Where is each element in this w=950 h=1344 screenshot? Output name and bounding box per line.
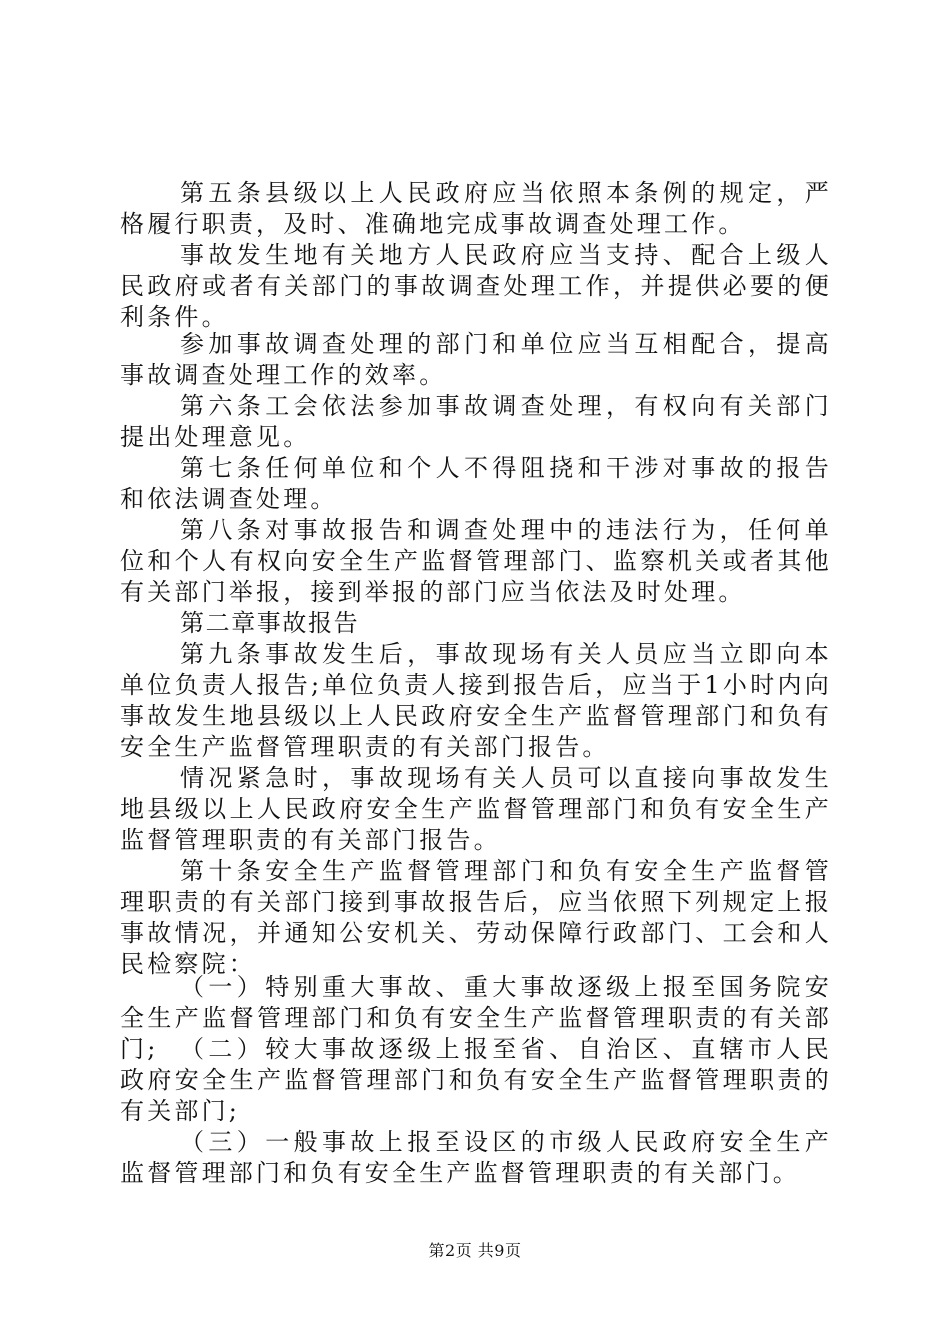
item-2-paragraph: （二）较大事故逐级上报至省、自治区、直辖市人民政府安全生产监督管理部门和负有安全生产监督管理职责的有关部门; — [120, 1035, 832, 1125]
cooperation-paragraph: 参加事故调查处理的部门和单位应当互相配合，提高事故调查处理工作的效率。 — [120, 330, 832, 389]
article-9-paragraph: 第九条事故发生后，事故现场有关人员应当立即向本单位负责人报告;单位负责人接到报告后，应当于1小时内向事故发生地县级以上人民政府安全生产监督管理部门和负有安全生产监督管理职责的有关部门报告。 — [120, 640, 832, 761]
article-6-paragraph: 第六条工会依法参加事故调查处理，有权向有关部门提出处理意见。 — [120, 392, 832, 451]
article-5-paragraph: 第五条县级以上人民政府应当依照本条例的规定，严格履行职责，及时、准确地完成事故调查处理工作。 — [120, 179, 832, 238]
local-government-support-paragraph: 事故发生地有关地方人民政府应当支持、配合上级人民政府或者有关部门的事故调查处理工作，并提供必要的便利条件。 — [120, 241, 832, 331]
item-3-paragraph: （三）一般事故上报至设区的市级人民政府安全生产监督管理部门和负有安全生产监督管理职责的有关部门。 — [120, 1128, 832, 1187]
article-7-paragraph: 第七条任何单位和个人不得阻挠和干涉对事故的报告和依法调查处理。 — [120, 454, 832, 513]
item-1-paragraph: （一）特别重大事故、重大事故逐级上报至国务院安全生产监督管理部门和负有安全生产监督管理职责的有关部门; — [120, 973, 832, 1063]
chapter-2-heading: 第二章事故报告 — [180, 609, 360, 637]
emergency-report-paragraph: 情况紧急时，事故现场有关人员可以直接向事故发生地县级以上人民政府安全生产监督管理部门和负有安全生产监督管理职责的有关部门报告。 — [120, 764, 832, 854]
article-8-paragraph: 第八条对事故报告和调查处理中的违法行为，任何单位和个人有权向安全生产监督管理部门、监察机关或者其他有关部门举报，接到举报的部门应当依法及时处理。 — [120, 516, 832, 606]
page-number-footer: 第2页 共9页 — [428, 1241, 522, 1260]
article-10-paragraph: 第十条安全生产监督管理部门和负有安全生产监督管理职责的有关部门接到事故报告后，应当依照下列规定上报事故情况，并通知公安机关、劳动保障行政部门、工会和人民检察院： — [120, 857, 832, 978]
